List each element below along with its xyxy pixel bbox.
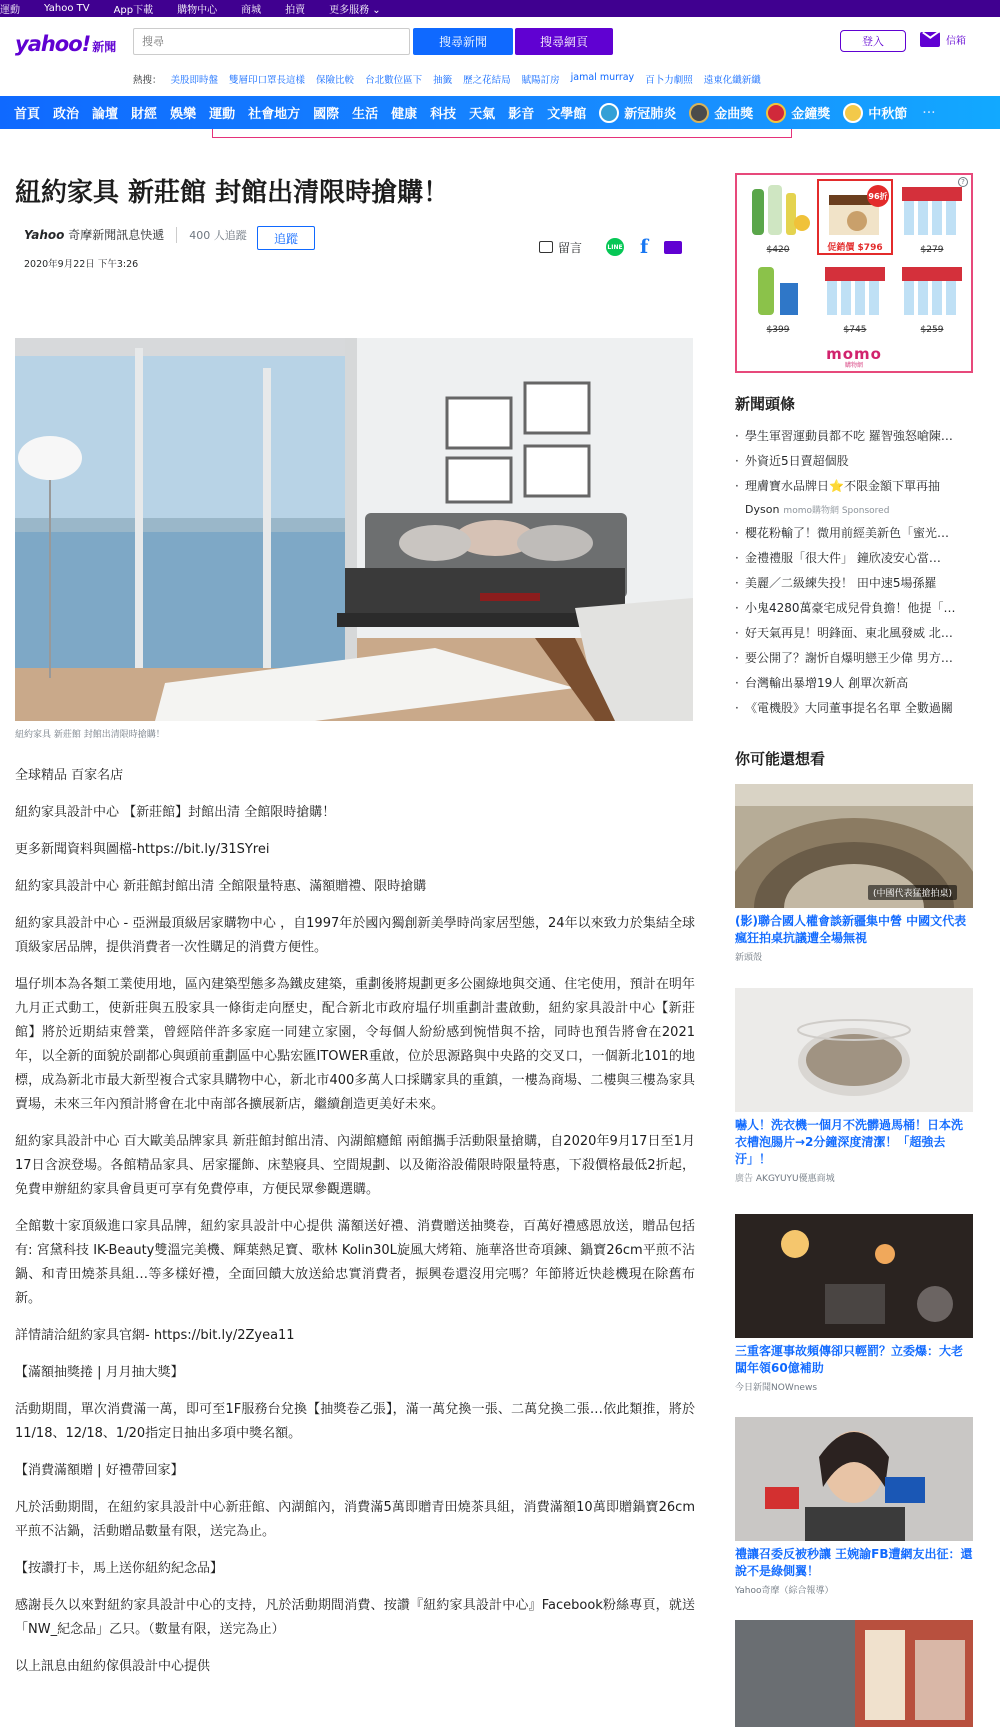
ad-product[interactable] (817, 259, 893, 335)
article-title: 紐約家具 新莊館 封館出清限時搶購！ (15, 178, 450, 208)
headline-item[interactable]: · 台灣輸出暴增19人 創單次新高 (735, 671, 973, 696)
publisher-name[interactable] (24, 226, 164, 243)
ad-price: 促銷價 $796 (827, 243, 883, 253)
image-overlay-caption: (中國代表猛搶拍桌) (868, 885, 957, 900)
publisher-label: 奇摩新聞訊息快遞 (68, 228, 165, 242)
recommend-title: 禮讓召委反被秒讓 王婉諭FB遭網友出征：還說不是綠側翼！ (735, 1547, 973, 1578)
ad-info-icon[interactable]: ? (958, 177, 968, 187)
ad-price: $259 (920, 325, 944, 335)
recommend-image (735, 784, 973, 908)
nav-special-label: 金鐘獎 (791, 107, 831, 122)
article-paragraph: 【滿額抽獎捲 | 月月抽大獎】 (15, 1365, 184, 1380)
comment-label: 留言 (558, 240, 583, 255)
ad-product[interactable] (894, 259, 970, 335)
topbar-link-mall[interactable]: 商城 (241, 5, 262, 16)
nav-item-weather[interactable]: 天氣 (469, 107, 496, 122)
search-news-button[interactable]: 搜尋新聞 (413, 28, 513, 55)
article-paragraph: 詳情請洽紐約家具官網- https://bit.ly/2Zyea11 (15, 1328, 295, 1343)
headline-item[interactable]: · 外資近5日賣超個股 (735, 449, 973, 474)
recommend-image (735, 988, 973, 1112)
nav-item-tech[interactable]: 科技 (430, 107, 457, 122)
article-paragraph: 感謝長久以來對紐約家具設計中心的支持，凡於活動期間消費、按讚『紐約家具設計中心』Facebook粉絲專頁，就送「NW_紀念品」乙只。（數量有限，送完為止） (15, 1598, 695, 1637)
trending-item[interactable]: jamal murray (570, 72, 635, 83)
headlines-list (735, 424, 973, 721)
glass-bowl-photo (735, 988, 973, 1112)
article-paragraph: 紐約家具設計中心 新莊館封館出清 全館限量特惠、滿額贈禮、限時搶購 (15, 879, 427, 894)
article-paragraph: 更多新聞資料與圖檔-https://bit.ly/31SYrei (15, 842, 270, 857)
nav-item-literature[interactable]: 文學館 (547, 107, 587, 122)
topbar-link-app[interactable]: App下載 (113, 5, 154, 16)
article-paragraph: 活動期間，單次消費滿一萬，即可至1F服務台兌換【抽獎卷乙張】，滿一萬兌換一張、二萬兌換二張…依此類推，將於11/18、12/18、1/20指定日抽出多項中獎名額。 (15, 1402, 695, 1441)
ad-product[interactable] (740, 179, 816, 255)
nav-item-life[interactable]: 生活 (352, 107, 379, 122)
recommend-card[interactable] (735, 1417, 973, 1596)
topbar-link-yahoo-tv[interactable]: Yahoo TV (44, 3, 90, 14)
comment-button[interactable] (539, 239, 582, 256)
search-web-button[interactable]: 搜尋網頁 (515, 28, 613, 55)
sponsored-line[interactable] (735, 499, 973, 521)
recommend-image (735, 1620, 973, 1727)
covid-icon (599, 103, 619, 123)
trending-item[interactable]: 歷之花結局 (463, 75, 511, 86)
headline-item[interactable]: · 金禮禮服「很大件」 鐘欣凌安心當… (735, 546, 973, 571)
recommend-source: Yahoo奇摩（綜合報導） (735, 1586, 834, 1596)
nav-item-finance[interactable]: 財經 (131, 107, 158, 122)
comment-icon (539, 241, 553, 253)
press-photo (735, 1417, 973, 1541)
article-paragraph: 凡於活動期間，在紐約家具設計中心新莊館、內湖館內，消費滿5萬即贈青田燒茶具組，消費滿額10萬即贈鍋寶26cm平煎不沾鍋，活動贈品數量有限，送完為止。 (15, 1500, 695, 1539)
headline-item[interactable]: · 櫻花粉輸了！微用前經美新色「蜜光… (735, 521, 973, 546)
mail-share-icon[interactable] (664, 241, 682, 254)
nav-item-sports[interactable]: 運動 (209, 107, 236, 122)
shop-photo (735, 1620, 973, 1727)
golden-bell-icon (766, 103, 786, 123)
article-paragraph: 【消費滿額贈 | 好禮帶回家】 (15, 1463, 184, 1478)
top-service-bar (0, 0, 1000, 17)
topbar-link-sports[interactable]: 運動 (0, 5, 20, 16)
nav-item-golden-melody[interactable] (689, 103, 753, 123)
mail-link[interactable] (920, 32, 966, 47)
ad-price: $745 (843, 325, 867, 335)
ad-product[interactable] (817, 179, 893, 255)
article-byline (24, 226, 247, 243)
headline-item[interactable]: · 《電機股》大同董事提名名單 全數過關 (735, 696, 973, 721)
nav-item-entertainment[interactable]: 娛樂 (170, 107, 197, 122)
momo-logo-sub: 購物網 (844, 362, 863, 369)
article-paragraph: 以上訊息由紐約傢俱設計中心提供 (15, 1659, 211, 1674)
line-share-icon[interactable]: LINE (606, 238, 624, 256)
recommend-title: 嚇人！洗衣機一個月不洗髒過馬桶！日本洗衣槽泡腸片→2分鐘深度清潔！「超強去汙」！ (735, 1118, 964, 1166)
article-paragraph: 紐約家具設計中心 【新莊館】封館出清 全館限時搶購！ (15, 805, 336, 820)
follow-button[interactable]: 追蹤 (257, 226, 315, 250)
sponsored-label: momo購物網 Sponsored (783, 506, 890, 516)
article-body (15, 764, 695, 1692)
nav-item-society[interactable]: 社會地方 (248, 107, 301, 122)
ad-product[interactable] (894, 179, 970, 255)
logo-wordmark: yahoo! (15, 32, 91, 56)
trending-item[interactable]: 雙層印口罩長這樣 (229, 75, 306, 86)
headline-item[interactable]: · 美麗／二級練失投！ 田中速5場孫羅 (735, 571, 973, 596)
recommend-card[interactable] (735, 988, 973, 1184)
bedroom-illustration (15, 338, 693, 721)
yahoo-news-logo[interactable] (15, 32, 116, 62)
trending-item[interactable]: 賦陽訂房 (521, 75, 560, 86)
mail-label: 信箱 (946, 36, 966, 47)
publish-date: 2020年9月22日 下午3:26 (24, 259, 139, 270)
recommend-source: 新頭殼 (735, 953, 763, 963)
article-hero-image (15, 338, 693, 721)
article-paragraph: 紐約家具設計中心 百大歐美品牌家具 新莊館封館出清、內湖館癮館 兩館攜手活動限量搶購，自2020年9月17日至1月17日含淚登場。各館精品家具、居家擺飾、床墊寢具、空間規劃、以及衛浴設備限時限量特惠，下殺價格最低2折起，免費申辦紐約家具會員更可享有免費停車，方便民眾參觀選購。 (15, 1134, 695, 1197)
article-paragraph: 【按讚打卡，馬上送你紐約紀念品】 (15, 1561, 224, 1576)
mail-icon (920, 32, 940, 47)
recommend-source: AKGYUYU優惠商城 (755, 1174, 835, 1184)
logo-subtitle: 新聞 (92, 40, 117, 54)
nav-special-label: 金曲獎 (714, 107, 754, 122)
trending-item[interactable]: 抽籤 (433, 75, 453, 86)
nav-item-video[interactable]: 影音 (508, 107, 535, 122)
trending-searches (133, 72, 772, 86)
bottled-tea-icon (744, 183, 812, 239)
headline-item[interactable]: · 學生軍習運動員都不吃 羅智強怒嗆陳… (735, 424, 973, 449)
recommend-title: (影)聯合國人權會談新疆集中營 中國文代表瘋狂拍桌抗議遭全場無視 (735, 914, 967, 945)
night-street-photo (735, 1214, 973, 1338)
login-button[interactable]: 登入 (840, 30, 906, 52)
topbar-link-more[interactable]: 更多服務 ⌄ (329, 5, 381, 16)
headlines-title: 新聞頭條 (735, 395, 796, 413)
article-paragraph: 紐約家具設計中心 - 亞洲最頂級居家購物中心 ，自1997年於國內獨創新美學時尚家居型態，24年以來致力於集結全球頂級家居品牌，提供消費者一次性購足的消費方便性。 (15, 916, 695, 955)
ad-product[interactable] (740, 259, 816, 335)
headline-item[interactable]: · 理膚寶水品牌日⭐不限金額下單再抽 (735, 474, 973, 499)
nav-special-label: 中秋節 (868, 107, 908, 122)
momo-ad[interactable] (735, 173, 973, 373)
nav-item-home[interactable]: 首頁 (14, 107, 41, 122)
headline-item[interactable]: · 要公開了？謝忻自爆明戀王少偉 男方… (735, 646, 973, 671)
recommend-image (735, 1214, 973, 1338)
nav-more-icon[interactable]: ··· (922, 104, 936, 121)
recommend-image (735, 1417, 973, 1541)
nav-item-health[interactable]: 健康 (391, 107, 418, 122)
recommend-title: 三重客運事故頻傳卻只輕罰？立委爆：大老闆年領60億補助 (735, 1344, 964, 1375)
water-pack-icon (898, 263, 966, 319)
trending-label: 熱搜： (133, 75, 162, 86)
headline-item[interactable]: · 好天氣再見！明鋒面、東北風發威 北… (735, 621, 973, 646)
top-ad-banner-edge (212, 129, 792, 138)
momo-logo: momo (826, 345, 882, 363)
nav-item-forum[interactable]: 論壇 (92, 107, 119, 122)
article-paragraph: 全館數十家頂級進口家具品牌，紐約家具設計中心提供 滿額送好禮、消費贈送抽獎卷，百萬好禮感恩放送，贈品包括有: 宮黛科技 IK-Beauty雙溫完美機、輝葉熱足寶、歌林 Kolin30L旋風大烤箱、施華洛世奇項鍊、鍋寶26cm平煎不沾鍋、和青田燒茶具組…等多樣好禮，全面回饋大放送給忠實消費者，振興卷還沒用完嗎？年節將近快趁機現在除舊布新。 (15, 1219, 695, 1306)
green-tea-icon (744, 263, 812, 319)
discount-badge: 96折 (867, 185, 889, 207)
site-header (0, 17, 1000, 96)
nav-item-covid[interactable] (599, 103, 676, 123)
golden-melody-icon (689, 103, 709, 123)
nav-special-label: 新冠肺炎 (624, 107, 677, 122)
nav-item-world[interactable]: 國際 (313, 107, 340, 122)
trending-item[interactable]: 遠東化纖新纖 (703, 75, 761, 86)
article-paragraph: 全球精品 百家名店 (15, 768, 124, 783)
category-nav (0, 96, 1000, 129)
image-caption: 紐約家具 新莊館 封館出清限時搶購！ (15, 730, 165, 740)
nav-item-mid-autumn[interactable] (843, 103, 907, 123)
trending-item[interactable]: 百卜力劇照 (645, 75, 693, 86)
maybe-title: 你可能還想看 (735, 750, 826, 768)
water-pack-icon (898, 183, 966, 239)
trending-item[interactable]: 美股即時盤 (170, 75, 219, 86)
ad-price: $420 (766, 245, 790, 255)
recommend-card[interactable] (735, 1214, 973, 1393)
sponsored-brand: Dyson (745, 503, 780, 516)
byline-divider (176, 227, 177, 243)
trending-item[interactable]: 保險比較 (316, 75, 355, 86)
nav-item-politics[interactable]: 政治 (53, 107, 80, 122)
mid-autumn-icon (843, 103, 863, 123)
ad-tag: 廣告 (735, 1174, 754, 1184)
recommend-source: 今日新聞NOWnews (735, 1383, 818, 1393)
topbar-link-shopping[interactable]: 購物中心 (177, 5, 218, 16)
facebook-share-icon[interactable]: f (640, 236, 649, 258)
search-input[interactable] (133, 28, 410, 55)
share-bar (539, 236, 682, 258)
recommend-card[interactable] (735, 784, 973, 963)
water-pack-icon (821, 263, 889, 319)
ad-price: $399 (766, 325, 790, 335)
ad-price: $279 (920, 245, 944, 255)
recommend-card-partial[interactable] (735, 1620, 973, 1727)
headline-item[interactable]: · 小鬼4280萬豪宅成兒骨負擔！他提「… (735, 596, 973, 621)
trending-item[interactable]: 台北數位區下 (365, 75, 423, 86)
article-paragraph: 塭仔圳本為各類工業使用地，區內建築型態多為鐵皮建築，重劃後將規劃更多公園綠地與交通、住宅使用，預計在明年九月正式動工，使新莊與五股家具一條街走向歷史，配合新北市政府塭仔圳重劃計畫啟動，紐約家具設計中心【新莊館】將於近期結束營業，曾經陪伴許多家庭一同建立家園，令每個人紛紛感到惋惜與不捨，同時也預告將會在2021年，以全新的面貌於副都心與頭前重劃區中心點宏匯ITOWER重啟，位於思源路與中央路的交叉口，一個新北101的地標，成為新北市最大新型複合式家具購物中心，新北市400多萬人口採購家具的重鎮，一樓為商場、二樓與三樓為家具賣場，未來三年內預計將會在北中南部各擴展新店，繼續創造更美好未來。 (15, 977, 695, 1112)
recommend-source-line (735, 1171, 973, 1184)
follower-count: 400 人追蹤 (189, 228, 247, 242)
topbar-link-auction[interactable]: 拍賣 (285, 5, 306, 16)
nav-item-golden-bell[interactable] (766, 103, 830, 123)
publisher-brand: Yahoo (24, 228, 65, 242)
